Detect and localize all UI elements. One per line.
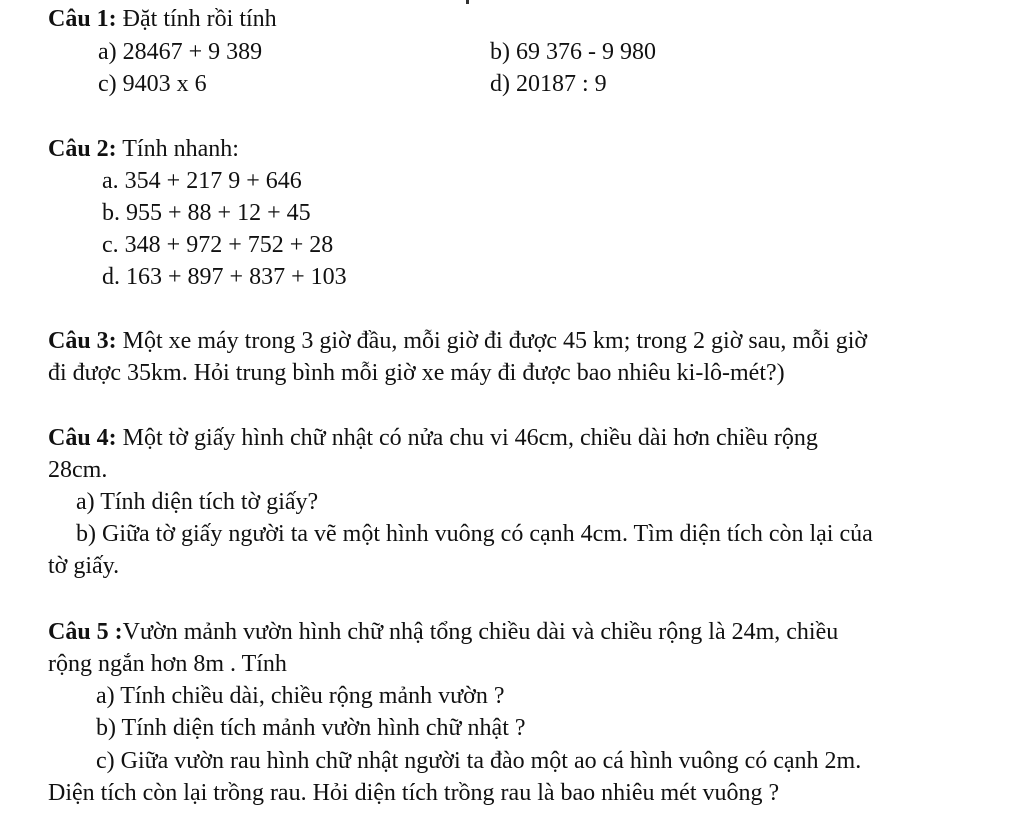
question-2-heading [48, 134, 239, 164]
question-2-item-d: d. 163 + 897 + 837 + 103 [102, 264, 347, 290]
question-1-item-a: a) 28467 + 9 389 [98, 39, 263, 65]
question-5-line-1 [48, 617, 838, 647]
question-1-item-c: c) 9403 x 6 [98, 71, 207, 97]
question-1-heading [48, 4, 277, 34]
question-5-text-1: Vườn mảnh vườn hình chữ nhậ tổng chiều dài và chiều rộng là 24m, chiều [122, 619, 839, 645]
question-3-text-1: Một xe máy trong 3 giờ đầu, mỗi giờ đi được 45 km; trong 2 giờ sau, mỗi giờ [116, 328, 868, 354]
question-2-text: Tính nhanh: [116, 136, 239, 162]
question-2-item-b: b. 955 + 88 + 12 + 45 [102, 200, 311, 226]
question-5-line-2: rộng ngắn hơn 8m . Tính [48, 651, 287, 677]
question-5-label: Câu 5 : [48, 619, 123, 645]
question-1-item-d: d) 20187 : 9 [490, 71, 607, 97]
question-5-item-a: a) Tính chiều dài, chiều rộng mảnh vườn ? [96, 683, 505, 709]
question-3-line-1 [48, 326, 867, 356]
question-4-line-1 [48, 423, 818, 453]
question-5-last-line: Diện tích còn lại trồng rau. Hỏi diện tích trồng rau là bao nhiêu mét vuông ? [48, 780, 780, 806]
question-2-label: Câu 2: [48, 136, 117, 162]
question-4-item-b-line-1: b) Giữa tờ giấy người ta vẽ một hình vuông có cạnh 4cm. Tìm diện tích còn lại của [76, 521, 873, 547]
question-1-label: Câu 1: [48, 6, 117, 32]
question-4-text-1: Một tờ giấy hình chữ nhật có nửa chu vi 46cm, chiều dài hơn chiều rộng [116, 425, 818, 451]
question-4-line-2: 28cm. [48, 457, 108, 483]
question-3-line-2: đi được 35km. Hỏi trung bình mỗi giờ xe máy đi được bao nhiêu ki-lô-mét?) [48, 360, 785, 386]
question-4-item-b-line-2: tờ giấy. [48, 553, 120, 579]
question-5-item-c: c) Giữa vườn rau hình chữ nhật người ta đào một ao cá hình vuông có cạnh 2m. [96, 748, 862, 774]
question-4-label: Câu 4: [48, 425, 117, 451]
question-2-item-c: c. 348 + 972 + 752 + 28 [102, 232, 334, 258]
question-4-item-a: a) Tính diện tích tờ giấy? [76, 489, 319, 515]
scan-mark [466, 0, 469, 4]
question-5-item-b: b) Tính diện tích mảnh vườn hình chữ nhật ? [96, 715, 526, 741]
question-2-item-a: a. 354 + 217 9 + 646 [102, 168, 302, 194]
question-3-label: Câu 3: [48, 328, 117, 354]
question-1-item-b: b) 69 376 - 9 980 [490, 39, 656, 65]
question-1-text: Đặt tính rồi tính [116, 6, 277, 32]
